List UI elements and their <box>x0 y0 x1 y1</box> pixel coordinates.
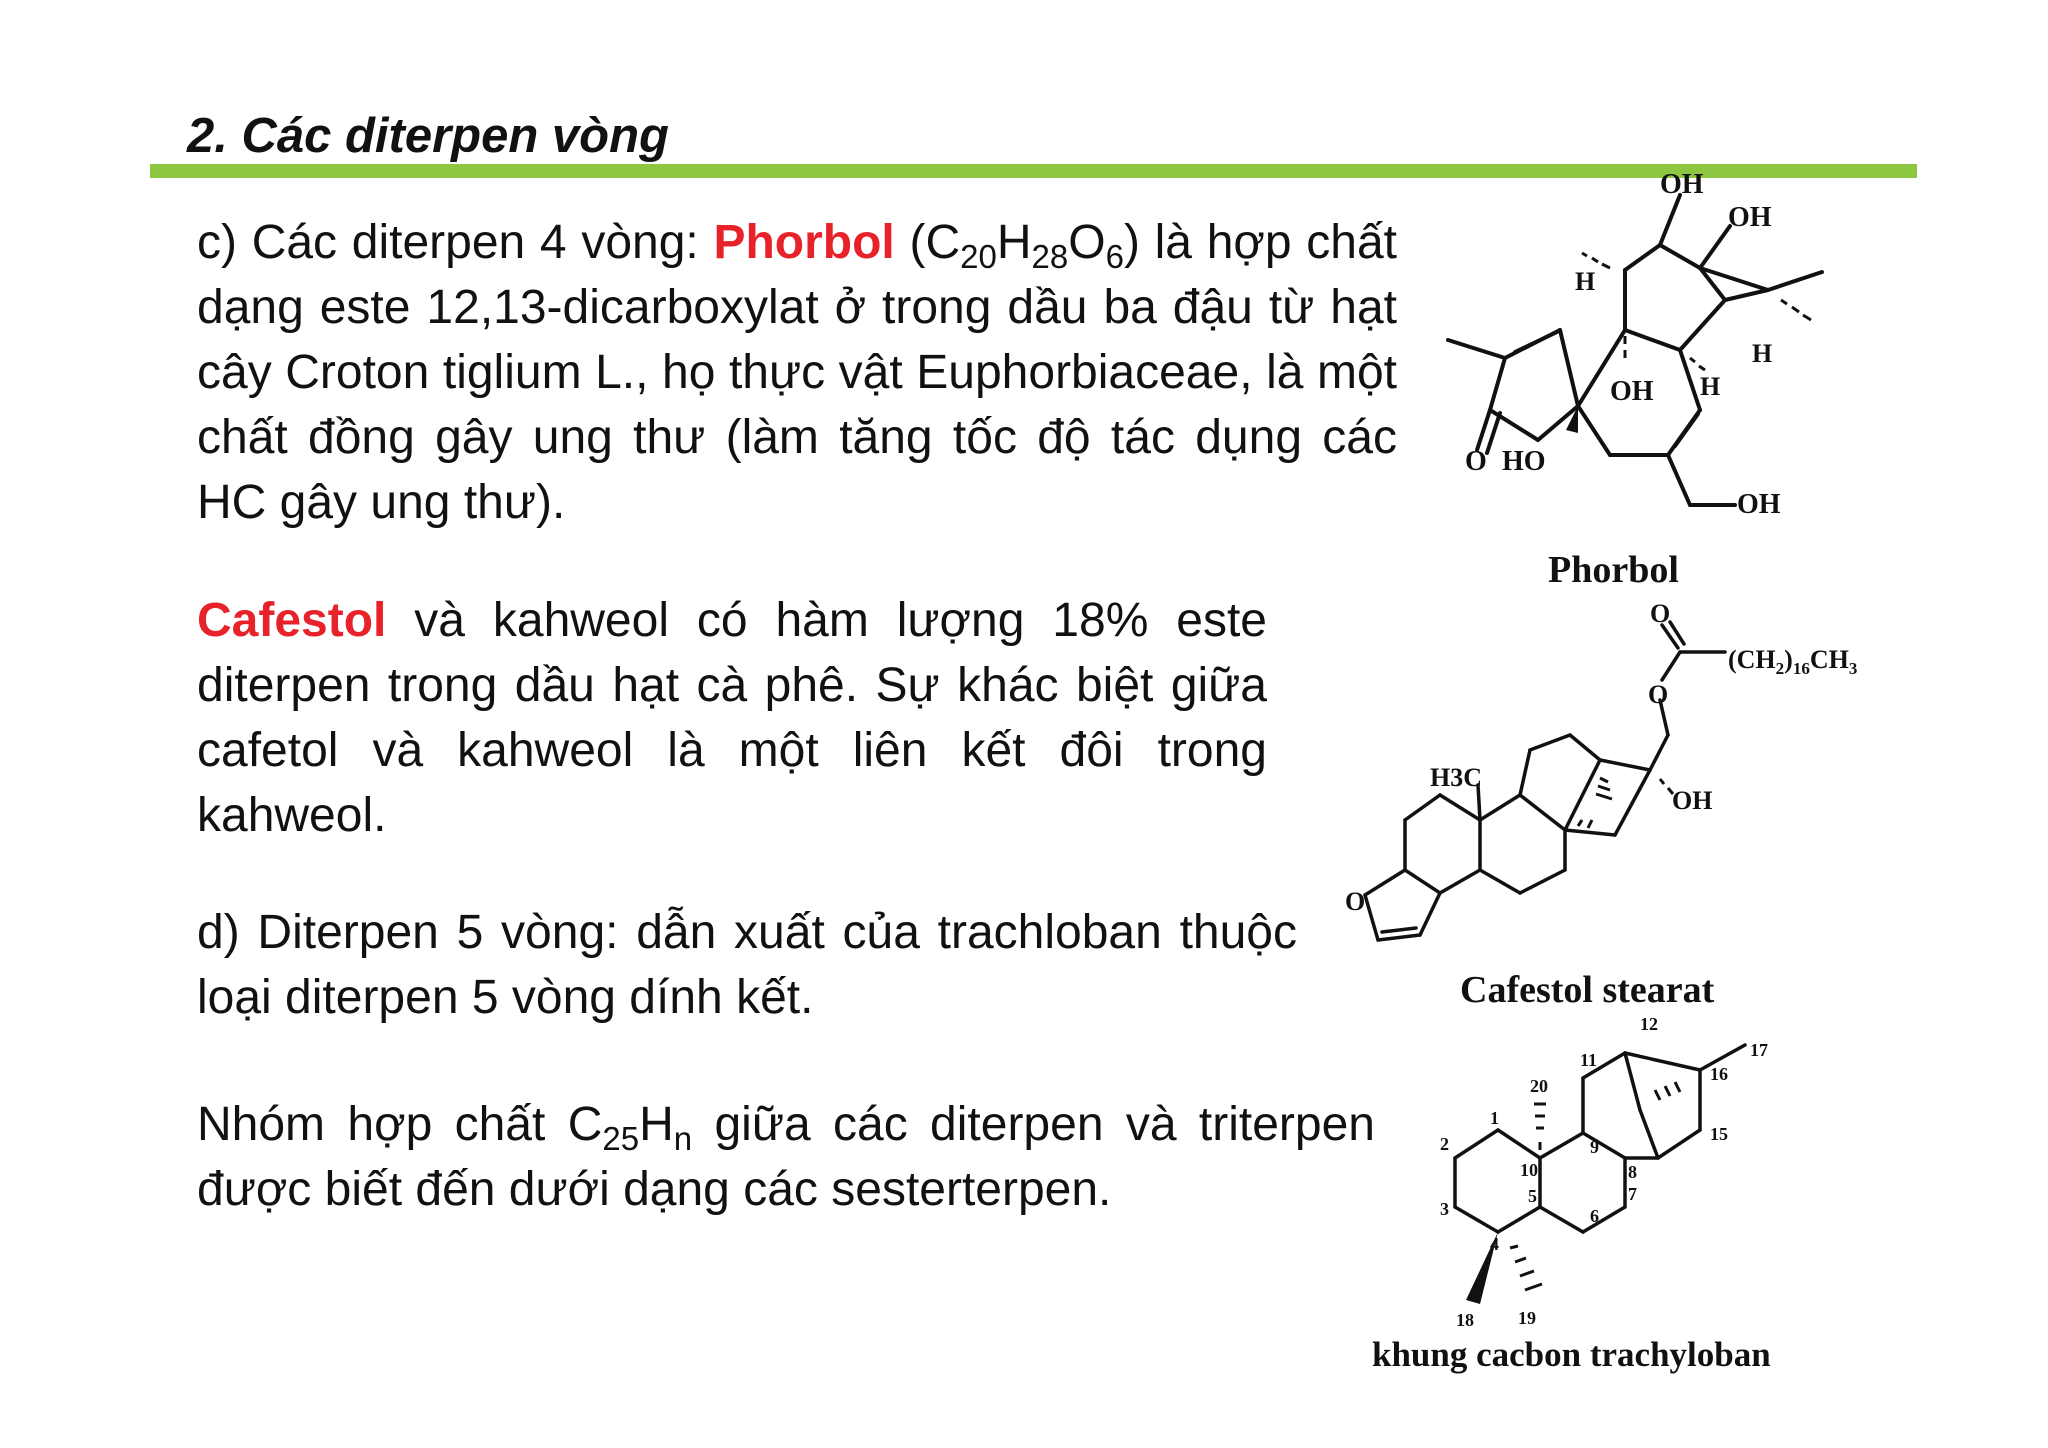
text-span: c) Các diterpen 4 vòng: <box>197 216 714 269</box>
text-span: H <box>639 1098 674 1151</box>
slide-title: 2. Các diterpen vòng <box>187 109 669 163</box>
paragraph-phorbol <box>197 210 1397 535</box>
trachyloban-num-3: 3 <box>1440 1199 1449 1219</box>
text-span: Nhóm hợp chất C <box>197 1098 603 1151</box>
phorbol-label-h-right: H <box>1752 339 1773 368</box>
trachyloban-num-19: 19 <box>1518 1308 1536 1328</box>
text-span: và kahweol có hàm lượng 18% este diterpen trong dầu hạt cà phê. Sự khác biệt giữa cafetol và kahweol là một liên kết đôi trong kahweol. <box>197 594 1267 842</box>
cafestol-label-o-furan: O <box>1345 887 1366 916</box>
trachyloban-num-8: 8 <box>1628 1162 1637 1182</box>
trachyloban-num-11: 11 <box>1580 1050 1598 1070</box>
trachyloban-num-9: 9 <box>1590 1137 1599 1157</box>
phorbol-label-ch2oh: OH <box>1737 489 1781 520</box>
phorbol-label-oh-top: OH <box>1660 169 1704 200</box>
subscript: n <box>673 1120 693 1157</box>
phorbol-highlight: Phorbol <box>713 216 895 269</box>
phorbol-caption: Phorbol <box>1548 549 1679 591</box>
phorbol-label-ho: HO <box>1502 446 1546 477</box>
trachyloban-num-1: 1 <box>1490 1108 1499 1128</box>
cafestol-label-o-ester: O <box>1648 680 1669 709</box>
trachyloban-num-12: 12 <box>1640 1014 1658 1034</box>
text-span: ) là hợp chất dạng este 12,13-dicarboxylat ở trong dầu ba đậu từ hạt cây Croton tiglium L., họ thực vật Euphorbiaceae, là một chất đồng gây ung thư (làm tăng tốc độ tác dụng các HC gây ung thư). <box>197 216 1397 529</box>
trachyloban-num-4: 4 <box>1490 1234 1499 1254</box>
trachyloban-num-16: 16 <box>1710 1064 1728 1084</box>
trachyloban-num-7: 7 <box>1628 1184 1637 1204</box>
subscript: 28 <box>1031 238 1069 275</box>
text-span: O <box>1068 216 1106 269</box>
trachyloban-caption: khung cacbon trachyloban <box>1372 1335 1771 1374</box>
phorbol-structure <box>1420 170 1860 530</box>
phorbol-label-oh-right: OH <box>1728 202 1772 233</box>
trachyloban-num-20: 20 <box>1530 1076 1548 1096</box>
paragraph-cafestol <box>197 588 1267 848</box>
trachyloban-num-18: 18 <box>1456 1310 1474 1330</box>
paragraph-sesterterpen <box>197 1092 1375 1222</box>
subscript: 6 <box>1105 238 1124 275</box>
cafestol-caption: Cafestol stearat <box>1460 969 1715 1011</box>
paragraph-pentacyclic <box>197 900 1297 1030</box>
trachyloban-num-2: 2 <box>1440 1134 1449 1154</box>
cafestol-label-h3c: H3C <box>1430 763 1482 792</box>
subscript: 20 <box>960 238 997 275</box>
trachyloban-num-5: 5 <box>1528 1186 1537 1206</box>
trachyloban-num-6: 6 <box>1590 1206 1599 1226</box>
trachyloban-num-15: 15 <box>1710 1124 1728 1144</box>
cafestol-highlight: Cafestol <box>197 594 387 647</box>
cafestol-label-oh: OH <box>1672 786 1713 815</box>
subscript: 25 <box>602 1120 640 1157</box>
trachyloban-structure <box>1420 1010 1800 1340</box>
phorbol-label-oh-mid: OH <box>1610 376 1654 407</box>
phorbol-label-h: H <box>1575 267 1596 296</box>
trachyloban-num-10: 10 <box>1520 1160 1538 1180</box>
text-span: d) Diterpen 5 vòng: dẫn xuất của trachloban thuộc loại diterpen 5 vòng dính kết. <box>197 906 1297 1024</box>
phorbol-label-o: O <box>1465 446 1487 477</box>
cafestol-label-o-top: O <box>1650 599 1671 628</box>
text-span: giữa các diterpen và triterpen được biết đến dưới dạng các sesterterpen. <box>197 1098 1375 1216</box>
phorbol-label-h-mid: H <box>1700 372 1721 401</box>
cafestol-structure <box>1340 600 1900 960</box>
text-span: (C <box>894 216 961 269</box>
trachyloban-num-17: 17 <box>1750 1040 1768 1060</box>
cafestol-label-chain: $(CH_2)_{16}CH_3$ <box>1728 645 1858 678</box>
text-span: H <box>996 216 1032 269</box>
